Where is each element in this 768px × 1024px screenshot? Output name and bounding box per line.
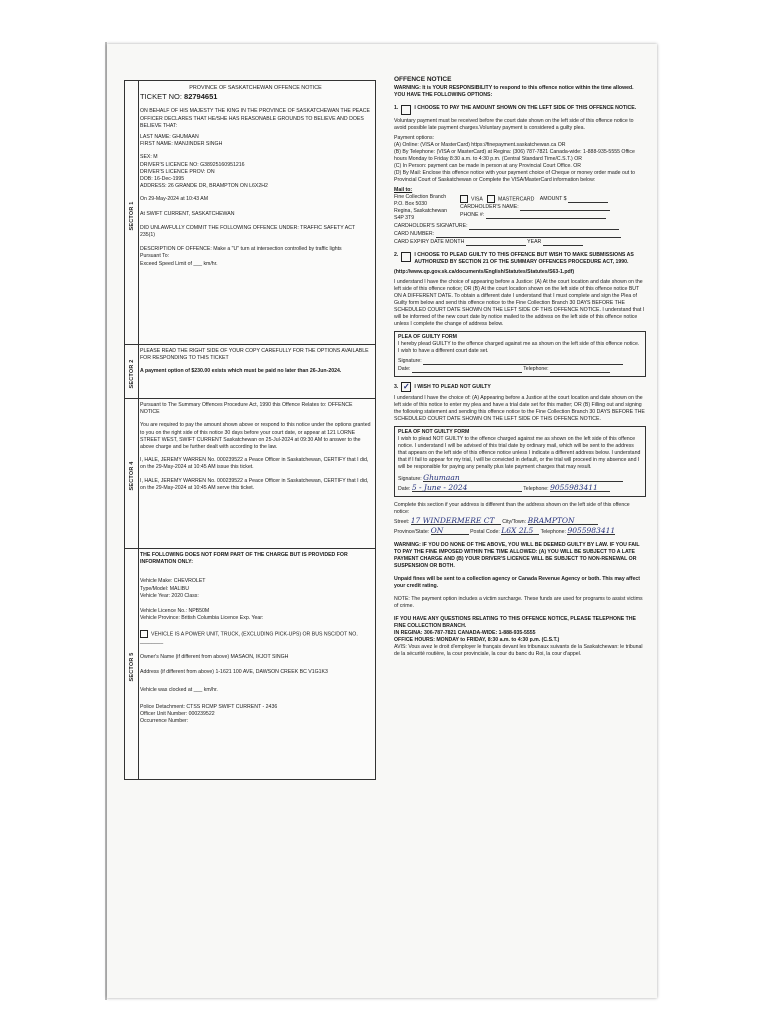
png-signature-value[interactable]: Ghumaan: [423, 474, 623, 482]
vehicle-licence: Vehicle Licence No.: NPB50M: [140, 608, 210, 615]
sector-4-required: You are required to pay the amount shown above or respond to this notice under the options granted to you on the right side of this notice 30 days before your court date, or appear at 121 LORNE STREET WEST, SWIFT CURRENT Saskatchewan on 25-Jul-2024 at 09:30 AM to answer to the above charge and be further dealt with according to the law.: [140, 422, 371, 451]
address-change-text: Complete this section if your address is different than the address shown on the left side of this offence notice:: [394, 502, 630, 515]
card-number-label: CARD NUMBER:: [394, 231, 435, 237]
card-type-row: [460, 195, 646, 203]
amount-label: AMOUNT $: [539, 196, 567, 203]
police-detachment: Police Detachment: CTSS RCMP SWIFT CURRENT - 2436: [140, 703, 278, 710]
plea-of-guilty-title: PLEA OF GUILTY FORM: [398, 334, 457, 340]
option-3: [394, 382, 646, 392]
sector-5-content: [140, 552, 371, 725]
ticket-no-label: TICKET NO:: [140, 92, 182, 102]
power-unit-checkbox[interactable]: [140, 630, 148, 638]
info-only-header: THE FOLLOWING DOES NOT FORM PART OF THE CHARGE BUT IS PROVIDED FOR INFORMATION ONLY:: [140, 552, 348, 566]
png-telephone-label: Telephone:: [523, 486, 549, 492]
licence-prov: DRIVER'S LICENCE PROV: ON: [140, 168, 215, 175]
unpaid-fines: Unpaid fines will be sent to a collection agency or Canada Revenue Agency or both. This may affect your credit rating.: [394, 576, 640, 589]
mail-address-line: P.O. Box 5030: [394, 201, 428, 207]
card-number-row: [394, 231, 646, 238]
mastercard-label: MASTERCARD: [498, 196, 535, 203]
plea-of-not-guilty-form: [394, 426, 646, 497]
pay-online: (A) Online: (VISA or MasterCard) https://finepayment.saskatchewan.ca OR: [394, 142, 566, 148]
option-3-number: 3.: [394, 383, 399, 390]
amount-field[interactable]: [568, 196, 608, 203]
phone2-value[interactable]: 9055983411: [567, 526, 616, 535]
sector-5-cell: [125, 548, 138, 779]
last-name: LAST NAME: GHUMAAN: [140, 134, 199, 141]
vehicle-year: Vehicle Year: 2020 Class:: [140, 592, 199, 599]
certify-serve: I, HALE, JEREMY WARREN No. 000239522 a Peace Officer in Saskatchewan, CERTIFY that I did, on the 29-May-2024 at 10:45 AM serve this ticket.: [140, 477, 369, 491]
payment-options-label: Payment options:: [394, 135, 435, 141]
option-3-text: I understand I have the choice of: (A) Appearing before a Justice at the court location and date shown on the left side of this notice to enter my plea and have a trial date set for this matter; OR (B) Filling out and signing the following statement and sending this offence notice to the Fine Collection Branch 30 DAYS BEFORE THE SCHEDULED COURT DATE SHOWN ON THE LEFT SIDE OF THIS OFFENCE NOTICE.: [394, 395, 645, 422]
power-unit-row: [140, 630, 371, 646]
sector-2-cell: [125, 344, 138, 399]
sector-4-cell: [125, 398, 138, 549]
expiry-month-field[interactable]: [466, 239, 526, 246]
png-date-label: Date:: [398, 486, 411, 492]
png-telephone-value[interactable]: 9055983411: [550, 484, 610, 492]
province-label: Province/State:: [394, 529, 430, 535]
clocked-speed: Vehicle was clocked at ___ km/hr.: [140, 686, 218, 693]
city-label: City/Town:: [502, 519, 527, 525]
plea-of-guilty-text: I hereby plead GUILTY to the offence charged against me as shown on the left side of this offence notice. I wish to have a different court date set.: [398, 341, 640, 354]
mail-address-line: Regina, Saskatchewan: [394, 208, 448, 214]
postal-value[interactable]: L6X 2L5: [501, 527, 539, 535]
cardholder-name-row: [460, 204, 646, 211]
speed-limit: Exceed Speed Limit of ___ km/hr.: [140, 260, 218, 267]
sex: SEX: M: [140, 154, 158, 161]
ticket-left-side: [124, 80, 376, 780]
province-row: [394, 527, 646, 536]
card-number-field[interactable]: [436, 231, 621, 238]
province-value[interactable]: ON: [431, 527, 469, 535]
option-2: [394, 252, 646, 266]
postal-label: Postal Code:: [470, 529, 500, 535]
offence-notice-title: OFFENCE NOTICE: [394, 76, 452, 83]
sector-4-pursuant: Pursuant to The Summary Offences Procedure Act, 1990 this Offence Relates to: OFFENCE NOTICE: [140, 402, 353, 416]
option-1-text: Voluntary payment must be received before the court date shown on the left side of this offence notice to avoid possible late payment charges.Voluntary payment is considered a guilty plea.: [394, 118, 634, 131]
offence-statute: DID UNLAWFULLY COMMIT THE FOLLOWING OFFENCE UNDER: TRAFFIC SAFETY ACT 235(1): [140, 224, 356, 239]
ticket-header: PROVINCE OF SASKATCHEWAN OFFENCE NOTICE: [189, 85, 322, 91]
power-unit-text: VEHICLE IS A POWER UNIT, TRUCK, (EXCLUDING PICK-UPS) OR BUS NSC/DOT NO. ________: [140, 631, 358, 645]
pg-signature-label: Signature:: [398, 358, 422, 364]
read-right-side: PLEASE READ THE RIGHT SIDE OF YOUR COPY CAREFULLY FOR THE OPTIONS AVAILABLE FOR RESPONDING TO THIS TICKET: [140, 348, 369, 362]
mail-to-label: Mail to:: [394, 187, 413, 193]
png-signature-row: [398, 474, 642, 483]
warning-deemed-guilty: WARNING: IF YOU DO NONE OF THE ABOVE, YOU WILL BE DEEMED GUILTY BY LAW. IF YOU FAIL TO PAY THE FINE IMPOSED WITHIN THE TIME ALLOWED: (A) YOU WILL BE SUBJECT TO A LATE PAYMENT CHARGE AND (B) YOUR DRIVER'S LICENCE WILL BE SUBJECT TO NON-RENEWAL OR SUSPENSION OR BOTH.: [394, 542, 640, 569]
year-label: YEAR: [527, 239, 542, 245]
vehicle-make: Vehicle Make: CHEVROLET: [140, 578, 206, 585]
french-avis: AVIS: Vous avez le droit d'employer le français devant les tribunaux suivants de la Saskatchewan: le tribunal de la sécurité routière, la cour provinciale, la cour du banc du Roi, la cour d'appel.: [394, 644, 643, 657]
plea-of-not-guilty-text: I wish to plead NOT GUILTY to the offence charged against me as shown on the left side of this offence notice. I understand I will be advised of this trial date by ordinary mail, which will be sent to the address that appears on the left side of this offence notice unless I indicate a different address below. I understand that if I fail to appear for my trial, I will be convicted in default, or the trial will proceed in my absence and I will be responsible for paying any penalty plus late payment charges that may result.: [398, 436, 641, 470]
sector-2-content: [140, 348, 371, 380]
sector-divider: [138, 398, 375, 399]
option-3-checkbox[interactable]: ✓: [402, 382, 410, 391]
plea-of-not-guilty-title: PLEA OF NOT GUILTY FORM: [398, 429, 470, 435]
option-2-number: 2.: [394, 252, 399, 258]
cardholder-signature-field[interactable]: [469, 223, 619, 230]
phone-row: [460, 212, 646, 219]
ticket-right-side: [394, 76, 646, 661]
png-date-value[interactable]: 5 - June - 2024: [412, 484, 522, 492]
pg-telephone-field[interactable]: [550, 366, 610, 373]
png-date-row: [398, 484, 642, 493]
sector-divider: [138, 344, 375, 345]
pg-signature-row: [398, 358, 642, 365]
pg-date-label: Date:: [398, 366, 411, 372]
option-1-checkbox[interactable]: [401, 105, 411, 115]
licence-no: DRIVER'S LICENCE NO: G38925160951216: [140, 161, 245, 168]
visa-label: VISA: [471, 196, 483, 203]
city-value[interactable]: BRAMPTON: [528, 517, 598, 525]
first-name: FIRST NAME: MANJINDER SINGH: [140, 141, 223, 148]
sector-sidebar: [125, 81, 139, 779]
pay-in-person: (C) In Person: payment can be made in person at any Provincial Court Office. OR: [394, 163, 582, 169]
certify-issue: I, HALE, JEREMY WARREN No. 000239522 a Peace Officer in Saskatchewan, CERTIFY that I did, on the 29-May-2024 at 10:45 AM issue this ticket.: [140, 457, 369, 471]
pg-date-field[interactable]: [412, 366, 522, 373]
mail-address-line: Fine Collection Branch: [394, 194, 447, 200]
vehicle-type: Type/Model: MALIBU: [140, 585, 190, 592]
mail-address: [394, 194, 460, 222]
card-expiry-label: CARD EXPIRY DATE MONTH: [394, 239, 465, 245]
street-row: [394, 517, 646, 526]
visa-checkbox[interactable]: [460, 195, 468, 203]
card-expiry-row: [394, 239, 646, 246]
option-3-label: I WISH TO PLEAD NOT GUILTY: [414, 383, 491, 390]
sector-2-label: SECTOR 2: [129, 359, 135, 389]
victim-surcharge-note: NOTE: The payment option includes a victim surcharge. These funds are used for programs to assist victims of crime.: [394, 596, 643, 609]
owner-name: Owner's Name (if different from above) MASAON, IKJOT SINGH: [140, 654, 289, 661]
cardholder-signature-row: [394, 223, 646, 230]
option-2-checkbox[interactable]: [401, 252, 411, 262]
option-2-text: I understand I have the choice of appearing before a Justice: (A) At the court location and date shown on the left side of this offence notice; OR (B) At the court location shown on the left side of this offence notice BUT ON A DIFFERENT DATE. To obtain a different date I understand that I must complete and sign the Plea of Guilty form below and send this offence notice to the Fine Collection Branch 30 DAYS BEFORE THE SCHEDULED COURT DATE SHOWN ON THE LEFT SIDE OF THIS OFFENCE NOTICE. I understand that I will be informed of the new court date by notice mailed to the address on the left side of this offence notice unless I complete the change of address below.: [394, 279, 645, 327]
phone-field[interactable]: [486, 212, 606, 219]
option-2-label: I CHOOSE TO PLEAD GUILTY TO THIS OFFENCE BUT WISH TO MAKE SUBMISSIONS AS AUTHORIZED BY SECTION 21 OF THE SUMMARY OFFENCES PROCEDURE ACT, 1990.: [414, 252, 634, 265]
cardholder-name-field[interactable]: [520, 204, 610, 211]
pursuant-to: Pursuant To:: [140, 253, 170, 260]
pg-signature-field[interactable]: [423, 358, 623, 365]
sector-1-label: SECTOR 1: [129, 201, 135, 231]
plea-of-guilty-form: [394, 331, 646, 377]
occurrence-number: Occurrence Number:: [140, 718, 189, 725]
phone2-label: Telephone:: [540, 529, 566, 535]
png-signature-label: Signature:: [398, 476, 422, 482]
card-info: [460, 194, 646, 222]
phone-label: PHONE #:: [460, 212, 485, 219]
mastercard-checkbox[interactable]: [487, 195, 495, 203]
street-label: Street:: [394, 519, 410, 525]
cardholder-signature-label: CARDHOLDER'S SIGNATURE:: [394, 223, 468, 229]
statute-url[interactable]: (http://www.qp.gov.sk.ca/documents/English/Statutes/Statutes/S63-1.pdf): [394, 269, 575, 275]
offence-date-time: On 29-May-2024 at 10:43 AM: [140, 196, 209, 203]
vehicle-province: Vehicle Province: British Columbia Licence Exp. Year:: [140, 615, 264, 622]
address: ADDRESS: 26 GRANDE DR, BRAMPTON ON L6X2H2: [140, 183, 268, 190]
regina-phone: IN REGINA: 306-787-7821 CANADA-WIDE: 1-888-935-5555: [394, 630, 536, 636]
mail-block: [394, 194, 646, 222]
pg-telephone-label: Telephone:: [523, 366, 549, 372]
street-value[interactable]: 17 WINDERMERE CT: [411, 517, 501, 525]
offence-location: At SWIFT CURRENT, SASKATCHEWAN: [140, 210, 235, 217]
sector-4-label: SECTOR 4: [129, 461, 135, 491]
pg-date-row: [398, 366, 642, 373]
office-hours: OFFICE HOURS: MONDAY to FRIDAY, 8:30 a.m. to 4:30 p.m. (C.S.T.): [394, 637, 560, 643]
sector-4-content: [140, 402, 371, 496]
cardholder-name-label: CARDHOLDER'S NAME:: [460, 204, 519, 211]
questions-text: IF YOU HAVE ANY QUESTIONS RELATING TO THIS OFFENCE NOTICE, PLEASE TELEPHONE THE FINE COLLECTION BRANCH.: [394, 616, 637, 629]
owner-address: Address (if different from above) 1-1621 100 AVE, DAWSON CREEK BC V1G1K3: [140, 669, 328, 676]
pay-by-mail: (D) By Mail: Enclose this offence notice with your payment choice of Cheque or money order made out to Provincial Court of Saskatchewan or Complete the VISA/MasterCard information below:: [394, 170, 635, 183]
sector-divider: [138, 548, 375, 549]
offence-description: DESCRIPTION OF OFFENCE: Make a "U" turn at intersection controlled by traffic lights: [140, 246, 342, 253]
sector-1-cell: [125, 81, 138, 345]
pay-telephone: (B) By Telephone: (VISA or MasterCard) at Regina: (306) 787-7821 Canada-wide: 1-888-935-5555 Office hours Monday to Friday 8:30 a.m. to 4:30 p.m. (Central Standard Time/C.S.T.) OR: [394, 149, 635, 162]
option-1-number: 1.: [394, 105, 399, 111]
payment-option: A payment option of $230.00 exists which must be paid no later than 26-Jun-2024.: [140, 368, 342, 375]
ticket-no: 82794651: [184, 92, 218, 102]
sector-5-label: SECTOR 5: [129, 652, 135, 682]
option-1-label: I CHOOSE TO PAY THE AMOUNT SHOWN ON THE LEFT SIDE OF THIS OFFENCE NOTICE.: [414, 105, 637, 111]
ticket-number-row: [140, 93, 371, 100]
officer-unit: Officer Unit Number: 000239522: [140, 711, 215, 718]
intro-text: ON BEHALF OF HIS MAJESTY THE KING IN THE PROVINCE OF SASKATCHEWAN THE PEACE OFFICER DECLARES THAT HE/SHE HAS REASONABLE GROUNDS TO BELIEVE AND DOES BELIEVE THAT:: [140, 108, 370, 129]
dob: DOB: 16-Dec-1995: [140, 176, 185, 183]
expiry-year-field[interactable]: [543, 239, 583, 246]
warning-text: WARNING: It is YOUR RESPONSIBILITY to respond to this offence notice within the time allowed. YOU HAVE THE FOLLOWING OPTIONS:: [394, 85, 634, 98]
option-1: [394, 105, 646, 115]
sector-1-content: [140, 85, 371, 268]
mail-address-line: S4P 3T9: [394, 215, 415, 221]
